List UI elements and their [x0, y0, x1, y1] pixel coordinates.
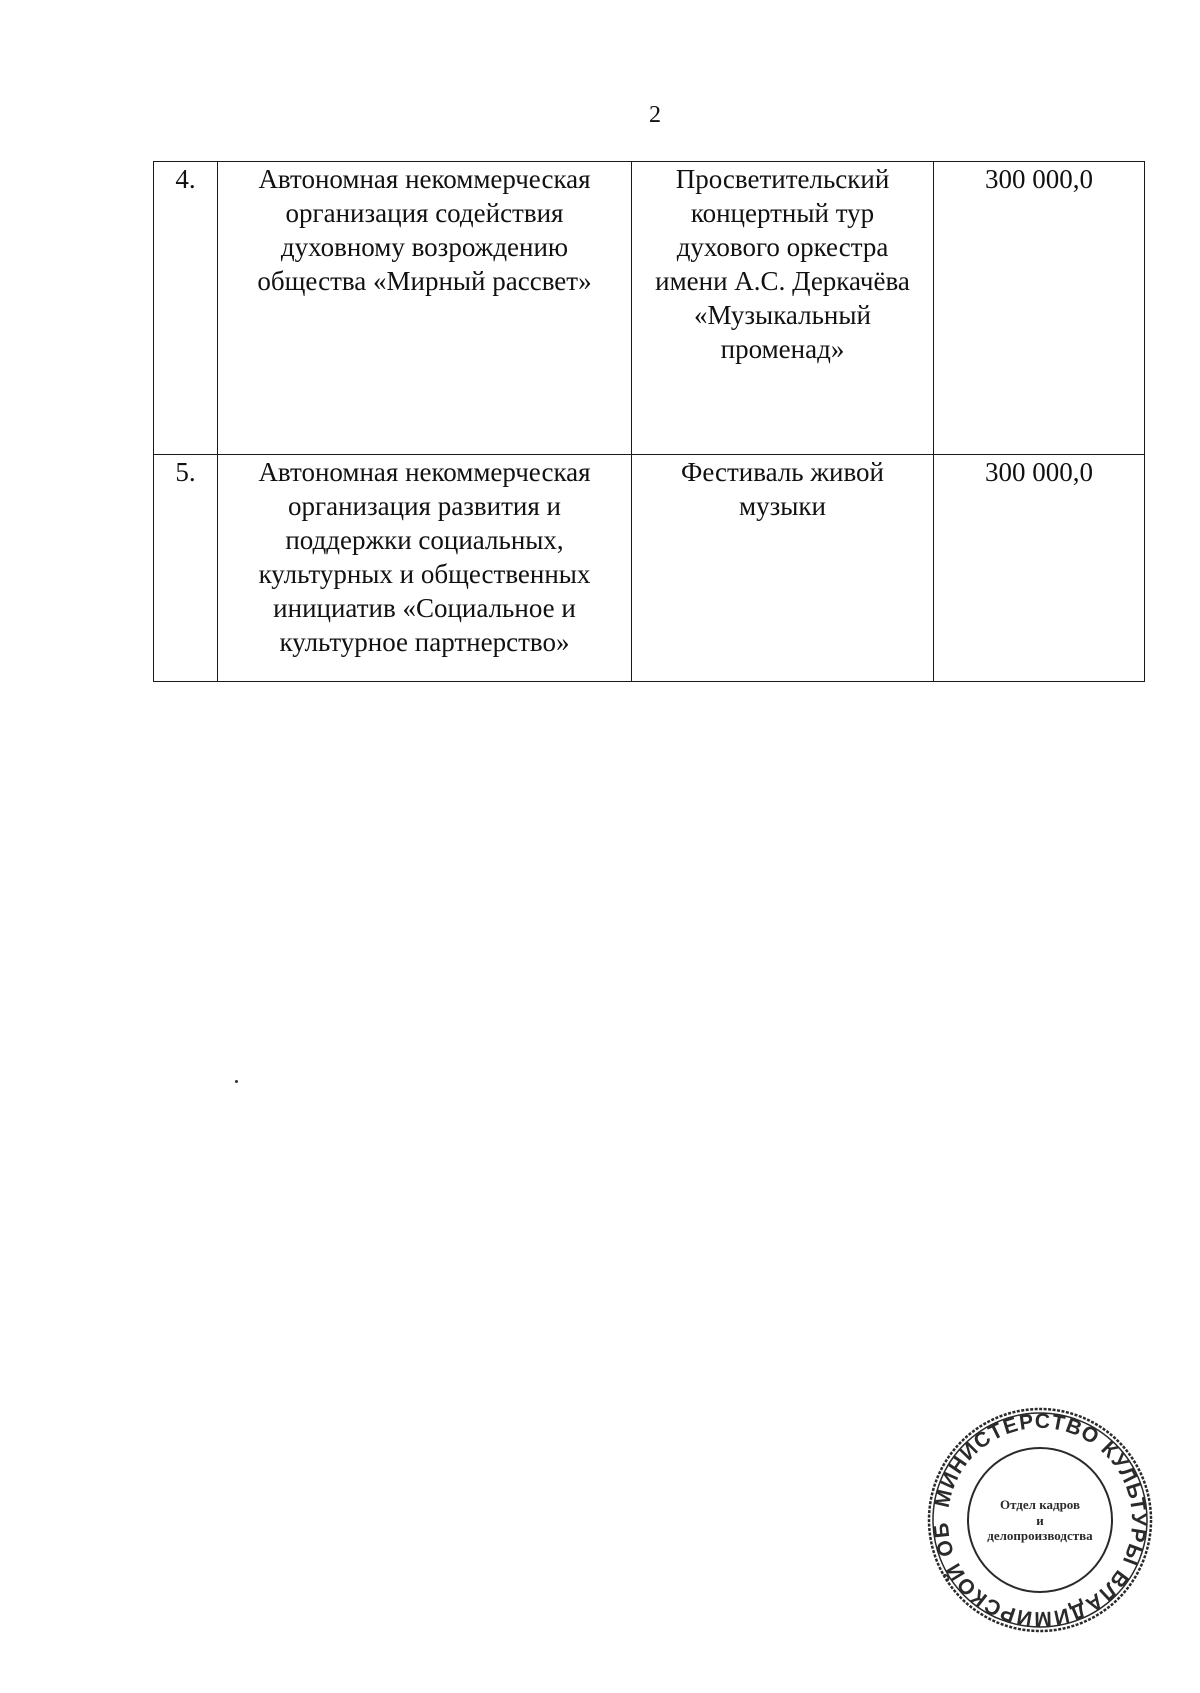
stamp-center-line1: Отдел кадров	[999, 1497, 1080, 1512]
stamp-center-line3: делопроизводства	[987, 1528, 1093, 1543]
organization-cell	[218, 455, 632, 682]
amount-cell	[934, 455, 1145, 682]
project-cell	[632, 162, 934, 455]
organization-name: Автономная некоммерческая организация содействия духовному возрождению общества «Мирный рассвет»	[257, 164, 592, 296]
row-number: 5.	[175, 457, 196, 487]
row-number-cell	[154, 455, 218, 682]
amount-cell	[934, 162, 1145, 455]
table-row	[154, 455, 1145, 682]
row-number: 4.	[175, 164, 196, 194]
project-name: Просветительский концертный тур духового оркестра имени А.С. Деркачёва «Музыкальный променад»	[655, 164, 910, 364]
organization-cell	[218, 162, 632, 455]
project-name: Фестиваль живой музыки	[681, 457, 884, 521]
grant-amount: 300 000,0	[985, 164, 1093, 194]
official-stamp	[925, 1405, 1155, 1635]
stamp-ring-text: МИНИСТЕРСТВО КУЛЬТУРЫ ВЛАДИМИРСКОЙ ОБ	[929, 1409, 1151, 1631]
stray-dot	[235, 1080, 238, 1083]
organization-name: Автономная некоммерческая организация развития и поддержки социальных, культурных и общественных инициатив «Социальное и культурное партнерство»	[258, 457, 591, 657]
grants-table	[153, 161, 1145, 682]
row-number-cell	[154, 162, 218, 455]
page-number: 2	[649, 102, 661, 128]
grant-amount: 300 000,0	[985, 457, 1093, 487]
project-cell	[632, 455, 934, 682]
stamp-center-line2: и	[1036, 1513, 1044, 1528]
table-row	[154, 162, 1145, 455]
